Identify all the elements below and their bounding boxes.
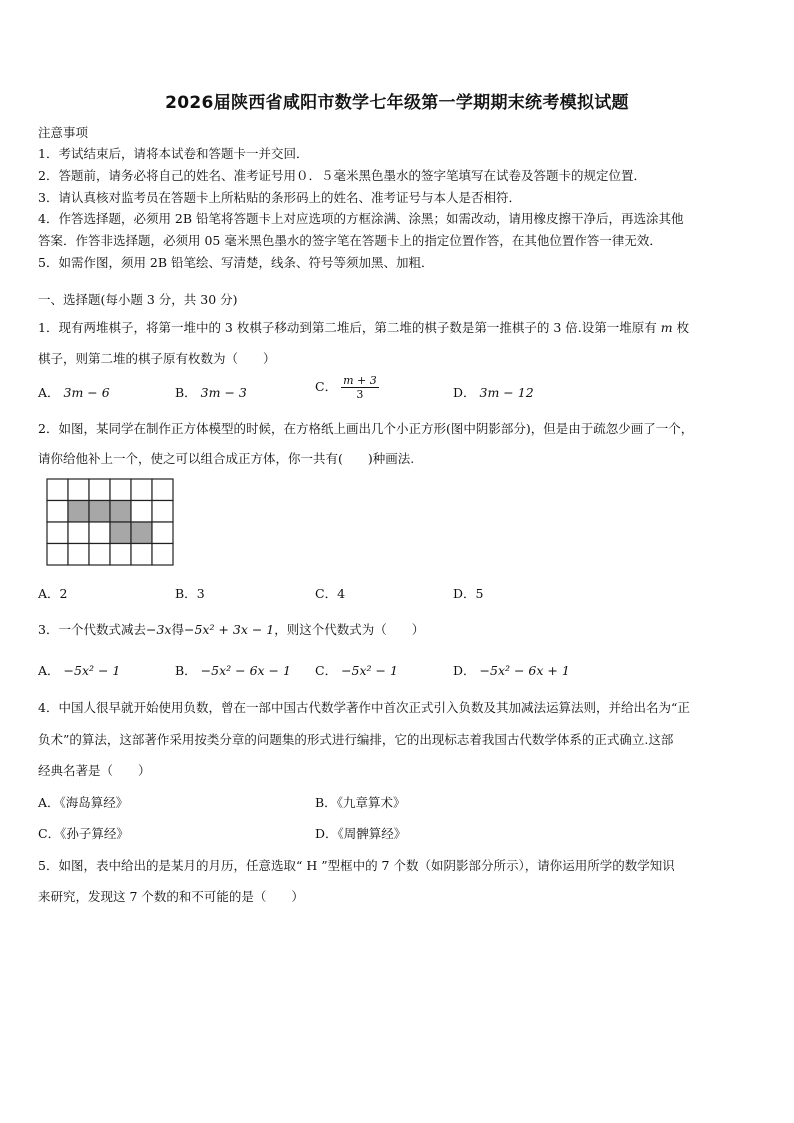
- shaded-square: [131, 522, 152, 544]
- shaded-square: [68, 501, 89, 523]
- q2-option-c[interactable]: [315, 584, 345, 602]
- notice-item: 答案．作答非选择题，必须用 05 毫米黑色墨水的签字笔在答题卡上的指定位置作答，在其他位置作答一律无效．: [38, 233, 662, 248]
- option-expression: −5x² − 1: [341, 663, 398, 678]
- option-value: 《孙子算经》: [60, 826, 129, 841]
- fraction-denominator: 3: [356, 388, 364, 401]
- grid-square: [152, 501, 173, 523]
- grid-square: [47, 522, 68, 544]
- option-value: 4: [337, 586, 346, 601]
- option-label: A．: [38, 663, 60, 678]
- question-5-line-2: 来研究，发现这 7 个数的和不可能的是（ ）: [38, 889, 304, 904]
- question-4-line-2: 负术”的算法，这部著作采用按类分章的问题集的形式进行编排，它的出现标志着我国古代数学体系的正式确立.这部: [38, 732, 674, 747]
- section-heading: 一、选择题(每小题 3 分，共 30 分): [38, 292, 238, 307]
- q4-option-c[interactable]: [38, 824, 129, 842]
- option-value: 《周髀算经》: [337, 826, 407, 841]
- grid-square: [68, 479, 89, 501]
- page-title: 2026届陕西省咸阳市数学七年级第一学期期末统考模拟试题: [165, 93, 629, 113]
- option-value: 《九章算术》: [336, 795, 406, 810]
- notice-item: 2．答题前，请务必将自己的姓名、准考证号用０．５毫米黑色墨水的签字笔填写在试卷及答题卡的规定位置．: [38, 168, 646, 183]
- option-label: A．: [38, 586, 60, 601]
- option-expression: 3m − 12: [479, 385, 534, 400]
- q1-option-b[interactable]: [175, 383, 247, 401]
- notice-item: 3．请认真核对监考员在答题卡上所粘贴的条形码上的姓名、准考证号与本人是否相符．: [38, 190, 521, 205]
- question-3-suffix: ，则这个代数式为（ ）: [274, 622, 425, 637]
- grid-square: [110, 479, 131, 501]
- q1-option-c[interactable]: [315, 374, 379, 401]
- option-value: 3: [196, 586, 205, 601]
- question-1-variable: m: [660, 320, 673, 335]
- option-label: C．: [315, 379, 338, 394]
- grid-square: [152, 544, 173, 566]
- question-1-line-2: 棋子，则第二堆的棋子原有枚数为（ ）: [38, 351, 276, 366]
- q3-option-d[interactable]: [453, 661, 570, 679]
- option-label: B．: [175, 385, 197, 400]
- option-label: D．: [453, 663, 476, 678]
- q2-option-a[interactable]: [38, 584, 67, 602]
- question-4-line-1: 4．中国人很早就开始使用负数，曾在一部中国古代数学著作中首次正式引入负数及其加减法运算法则，并给出名为“正: [38, 700, 690, 715]
- question-5-line-1: 5．如图，表中给出的是某月的月历，任意选取“ H ”型框中的 7 个数（如阴影部分所示），请你运用所学的数学知识: [38, 858, 675, 873]
- option-label: A．: [38, 795, 60, 810]
- question-3-line: [38, 620, 424, 638]
- notice-item: 5．如需作图，须用 2B 铅笔绘、写清楚，线条、符号等须加黑、加粗．: [38, 255, 434, 270]
- grid-square: [152, 522, 173, 544]
- grid-square: [152, 479, 173, 501]
- option-fraction: [341, 374, 379, 401]
- grid-square: [131, 479, 152, 501]
- grid-square: [89, 479, 110, 501]
- question-1-text: 1．现有两堆棋子，将第一堆中的 3 枚棋子移动到第二堆后，第二堆的棋子数是第一推棋子的 3 倍.设第一堆原有: [38, 320, 657, 335]
- q4-option-a[interactable]: [38, 793, 128, 811]
- option-expression: 3m − 3: [200, 385, 247, 400]
- option-label: D．: [315, 826, 338, 841]
- question-4-line-3: 经典名著是（ ）: [38, 763, 151, 778]
- option-value: 《海岛算经》: [59, 795, 129, 810]
- question-1-text-end: 枚: [676, 320, 690, 335]
- option-label: C．: [315, 586, 338, 601]
- question-3-result: −5x² + 3x − 1: [183, 622, 275, 637]
- option-expression: −5x² − 1: [63, 663, 121, 678]
- grid-square: [110, 544, 131, 566]
- fraction-numerator: m + 3: [343, 374, 377, 387]
- option-expression: −5x² − 6x − 1: [200, 663, 291, 678]
- cube-net-grid-figure: [46, 478, 176, 568]
- option-label: C．: [315, 663, 338, 678]
- option-label: A．: [38, 385, 60, 400]
- question-3-mid: 得: [171, 622, 184, 637]
- q4-option-d[interactable]: [315, 824, 406, 842]
- question-2-line-1: 2．如图，某同学在制作正方体模型的时候，在方格纸上画出几个小正方形(图中阴影部分)，但是由于疏忽少画了一个，: [38, 421, 694, 436]
- notice-item: 1．考试结束后，请将本试卷和答题卡一并交回．: [38, 146, 309, 161]
- option-value: 2: [59, 586, 68, 601]
- option-label: B．: [315, 795, 337, 810]
- option-expression: 3m − 6: [63, 385, 110, 400]
- notice-heading: 注意事项: [38, 125, 89, 140]
- question-3-prefix: 3．一个代数式减去: [38, 622, 146, 637]
- shaded-square: [89, 501, 110, 523]
- grid-square: [89, 522, 110, 544]
- option-label: B．: [175, 586, 197, 601]
- q3-option-b[interactable]: [175, 661, 291, 679]
- question-2-line-2: 请你给他补上一个，使之可以组合成正方体，你一共有( )种画法.: [38, 451, 415, 466]
- question-3-subtrahend: −3x: [145, 622, 172, 637]
- notice-item: 4．作答选择题，必须用 2B 铅笔将答题卡上对应选项的方框涂满、涂黑；如需改动，请用橡皮擦干净后，再选涂其他: [38, 211, 684, 226]
- grid-square: [47, 501, 68, 523]
- q1-option-d[interactable]: [453, 383, 534, 401]
- grid-square: [131, 544, 152, 566]
- q4-option-b[interactable]: [315, 793, 405, 811]
- shaded-square: [110, 522, 131, 544]
- option-label: C．: [38, 826, 61, 841]
- q1-option-a[interactable]: [38, 383, 110, 401]
- shaded-square: [110, 501, 131, 523]
- grid-square: [47, 479, 68, 501]
- q2-option-d[interactable]: [453, 584, 483, 602]
- grid-square: [68, 522, 89, 544]
- grid-square: [68, 544, 89, 566]
- option-label: D．: [453, 586, 476, 601]
- grid-square: [47, 544, 68, 566]
- q3-option-c[interactable]: [315, 661, 398, 679]
- option-value: 5: [475, 586, 484, 601]
- question-1-line-1: [38, 318, 689, 336]
- q3-option-a[interactable]: [38, 661, 120, 679]
- q2-option-b[interactable]: [175, 584, 205, 602]
- option-expression: −5x² − 6x + 1: [479, 663, 570, 678]
- option-label: D．: [453, 385, 476, 400]
- grid-square: [131, 501, 152, 523]
- grid-square: [89, 544, 110, 566]
- option-label: B．: [175, 663, 197, 678]
